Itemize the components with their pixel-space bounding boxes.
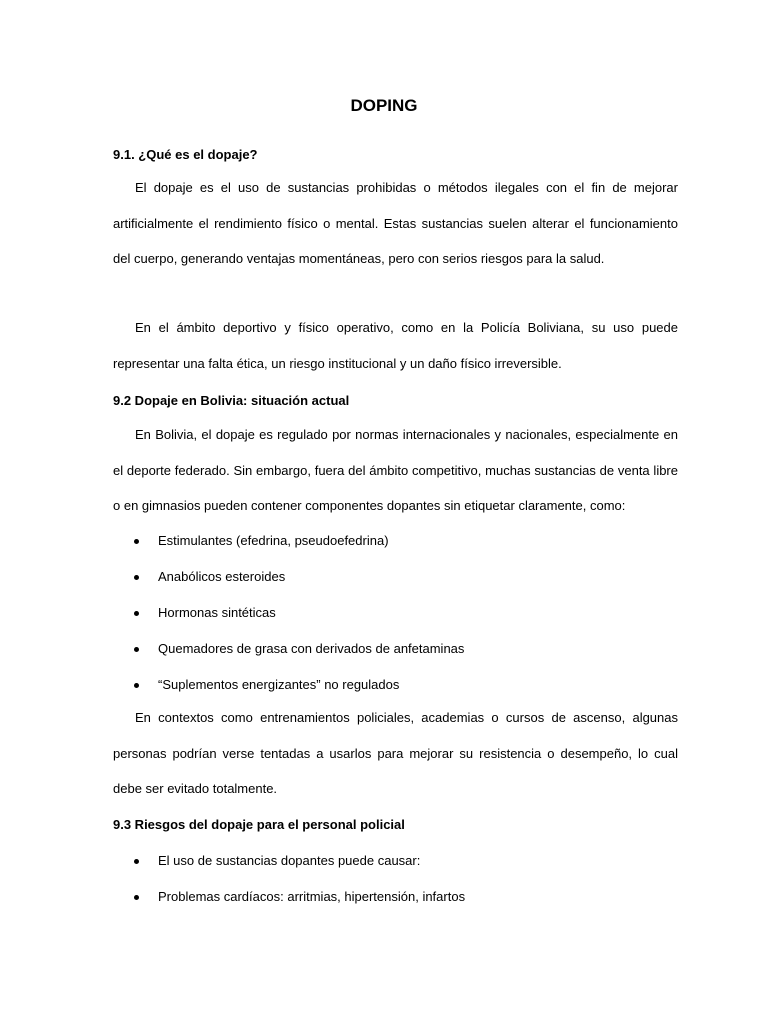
bullet-icon <box>134 683 139 688</box>
substances-list <box>113 532 678 712</box>
bullet-icon <box>134 859 139 864</box>
bullet-icon <box>134 611 139 616</box>
section-heading-9-1: 9.1. ¿Qué es el dopaje? <box>113 147 258 162</box>
bullet-icon <box>134 647 139 652</box>
bullet-icon <box>134 539 139 544</box>
page-title: DOPING <box>350 96 418 115</box>
list-item: Problemas cardíacos: arritmias, hipertensión, infartos <box>113 888 678 924</box>
list-item: Hormonas sintéticas <box>113 604 678 640</box>
paragraph-bolivia-situacion: En Bolivia, el dopaje es regulado por normas internacionales y nacionales, especialmente en el deporte federado. Sin embargo, fuera del ámbito competitivo, muchas sustancias de venta libre o en gimnasios pueden contener componentes dopantes sin etiquetar claramente, como: <box>113 427 678 513</box>
section-heading-9-2: 9.2 Dopaje en Bolivia: situación actual <box>113 393 350 408</box>
list-item: “Suplementos energizantes” no regulados <box>113 676 678 712</box>
paragraph-ambito-policial: En el ámbito deportivo y físico operativo, como en la Policía Boliviana, su uso puede representar una falta ética, un riesgo institucional y un daño físico irreversible. <box>113 320 678 371</box>
list-item: El uso de sustancias dopantes puede causar: <box>113 852 678 888</box>
risks-list <box>113 852 678 924</box>
list-item: Estimulantes (efedrina, pseudoefedrina) <box>113 532 678 568</box>
list-item: Quemadores de grasa con derivados de anfetaminas <box>113 640 678 676</box>
bullet-icon <box>134 575 139 580</box>
list-item: Anabólicos esteroides <box>113 568 678 604</box>
bullet-icon <box>134 895 139 900</box>
paragraph-contextos-policiales: En contextos como entrenamientos policiales, academias o cursos de ascenso, algunas personas podrían verse tentadas a usarlos para mejorar su resistencia o desempeño, lo cual debe ser evitado totalmente. <box>113 710 678 796</box>
section-heading-9-3: 9.3 Riesgos del dopaje para el personal policial <box>113 817 405 832</box>
paragraph-dopaje-definicion: El dopaje es el uso de sustancias prohibidas o métodos ilegales con el fin de mejorar artificialmente el rendimiento físico o mental. Estas sustancias suelen alterar el funcionamiento del cuerpo, generando ventajas momentáneas, pero con serios riesgos para la salud. <box>113 180 678 266</box>
